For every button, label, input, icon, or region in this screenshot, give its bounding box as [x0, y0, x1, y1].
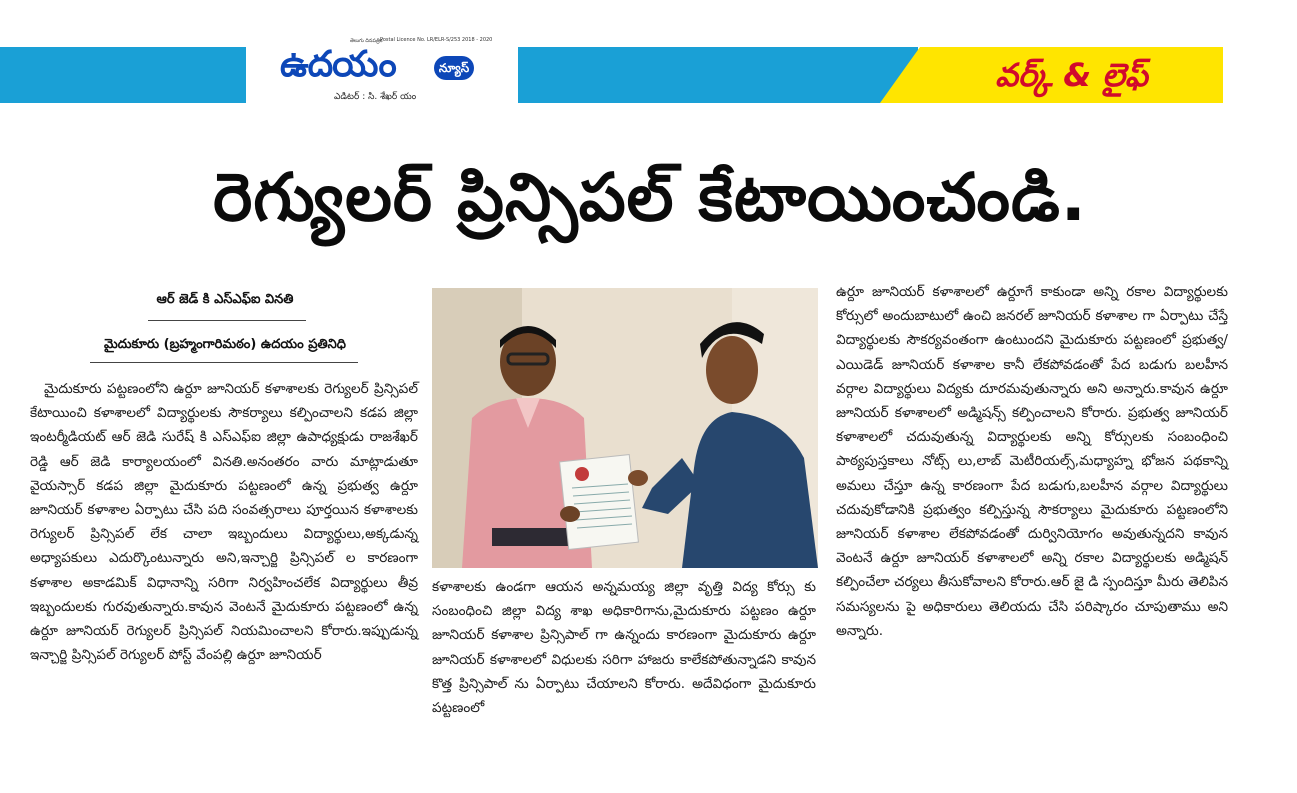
masthead-band-middle — [518, 47, 918, 103]
article-column-1: మైదుకూరు పట్టణంలోని ఉర్దూ జూనియర్ కళాశాలకు రెగ్యులర్ ప్రిన్సిపల్ కేటాయించి కళాశాలలో విద్యార్థులకు సౌకర్యాలు కల్పించాలని కడప జిల్లా ఇంటర్మీడియట్ ఆర్ జెడి సురేష్ కి ఎస్ఎఫ్ఐ జిల్లా ఉపాధ్యక్షుడు రాజశేఖర్ రెడ్డి ఆర్ జెడి కార్యాలయంలో వినతి.అనంతరం వారు మాట్లాడుతూ వైయస్సార్ కడప జిల్లా మైదుకూరు పట్టణంలో ఉన్న ప్రభుత్వ ఉర్దూ జూనియర్ కళాశాల ఏర్పాటు చేసి పది సంవత్సరాలు పూర్తయిన కళాశాలకు రెగ్యులర్ ప్రిన్సిపల్ లేక చాలా ఇబ్బందులు విద్యార్థులు,అక్కడున్న అధ్యాపకులు ఎదుర్కొంటున్నారు అని,ఇన్చార్జి ప్రిన్సిపల్ ల కారణంగా కళాశాల అకాడమిక్ విధానాన్ని సరిగా నిర్వహించలేక విద్యార్థులు తీవ్ర ఇబ్బందులకు గురవుతున్నారు.కావున వెంటనే మైదుకూరు పట్టణంలో ఉన్న ఉర్దూ జూనియర్ రెగ్యులర్ ప్రిన్సిపల్ నియమించాలని కోరారు.ఇప్పుడున్న ఇన్చార్జి ప్రిన్సిపల్ రెగ్యులర్ పోస్ట్ వేంపల్లి ఉర్దూ జూనియర్ — [30, 381, 418, 664]
article-column-3: ఉర్దూ జూనియర్ కళాశాలలో ఉర్దూగే కాకుండా అన్ని రకాల విద్యార్థులకు కోర్సులో అందుబాటులో ఉంచి జనరల్ జూనియర్ కళాశాల గా ఏర్పాటు చేస్తే విద్యార్థులకు సౌకర్యవంతంగా ఉంటుందని మైదుకూరు పట్టణంలో ప్రభుత్వ/ ఎయిడెడ్ జూనియర్ కళాశాల కానీ లేకపోవడంతో పేద బడుగు బలహీన వర్గాల విద్యార్థులు విద్యకు దూరమవుతున్నారు అని అన్నారు.కావున ఉర్దూ జూనియర్ కళాశాలలో అడ్మిషన్స్ కల్పించాలని కోరారు. ప్రభుత్వ జూనియర్ కళాశాలలో చదువుతున్న విద్యార్థులకు అన్ని కోర్సులకు సంబంధించి పాఠ్యపుస్తకాలు నోట్స్ లు,లాబ్ మెటీరియల్స్,మధ్యాహ్న భోజన పథకాన్ని అమలు చేస్తూ ఉన్న కారణంగా పేద బడుగు,బలహీన వర్గాల విద్యార్థులు చదువుకోడానికి ప్రభుత్వం కల్పిస్తున్న సౌకర్యాలు మైదుకూరు పట్టణంలోని జూనియర్ కళాశాల లేకపోవడంతో దుర్వినియోగం అవుతున్నదని కావున వెంటనే ఉర్దూ జూనియర్ కళాశాలలో అన్ని రకాల విద్యార్థులకు అడ్మిషన్ కల్పించేలా చర్యలు తీసుకోవాలని కోరారు.ఆర్ జై డి స్పందిస్తూ మీరు తెలిపిన సమస్యలను పై అధికారులు తెలియదు చేసి పరిష్కారం చూపుతాము అని అన్నారు. — [836, 284, 1228, 639]
article-dateline: మైదుకూరు (బ్రహ్మంగారిమఠం) ఉదయం ప్రతినిధి — [104, 337, 346, 352]
article-subhead: ఆర్ జెడ్ కి ఎస్ఎఫ్ఐ వినతి — [156, 292, 294, 307]
postal-licence: Postal Licence No. LR/ELR-S/253 2018 - 2020 — [380, 37, 493, 43]
editor-line: ఎడిటర్ : సి. శేఖర్ యం — [334, 92, 417, 102]
news-photo-icon — [432, 288, 818, 568]
section-tag: వర్క్ & లైఫ్ — [995, 56, 1148, 94]
logo-tagline: తెలుగు దినపత్రిక — [350, 38, 383, 44]
newspaper-logo: ఉదయం — [280, 44, 396, 85]
article-headline: రెగ్యులర్ ప్రిన్సిపల్ కేటాయించండి. — [213, 159, 1087, 236]
logo-news-badge: న్యూస్ — [434, 56, 474, 80]
dateline-rule — [90, 362, 358, 363]
article-column-2: కళాశాలకు ఉండగా ఆయన అన్నమయ్య జిల్లా వృత్తి విద్య కోర్సు కు సంబంధించి జిల్లా విద్య శాఖ అధికారిగాను,మైదుకూరు పట్టణం ఉర్దూ జూనియర్ కళాశాల ప్రిన్సిపాల్ గా ఉన్నందు కారణంగా మైదుకూరు ఉర్దూ జూనియర్ కళాశాలలో విధులకు సరిగా హాజరు కాలేకపోతున్నాడని కావున కొత్త ప్రిన్సిపాల్ ను ఏర్పాటు చేయాలని కోరారు. అదేవిధంగా మైదుకూరు పట్టణంలో — [432, 579, 816, 717]
subhead-rule — [148, 320, 306, 321]
masthead-band-left — [0, 47, 250, 103]
